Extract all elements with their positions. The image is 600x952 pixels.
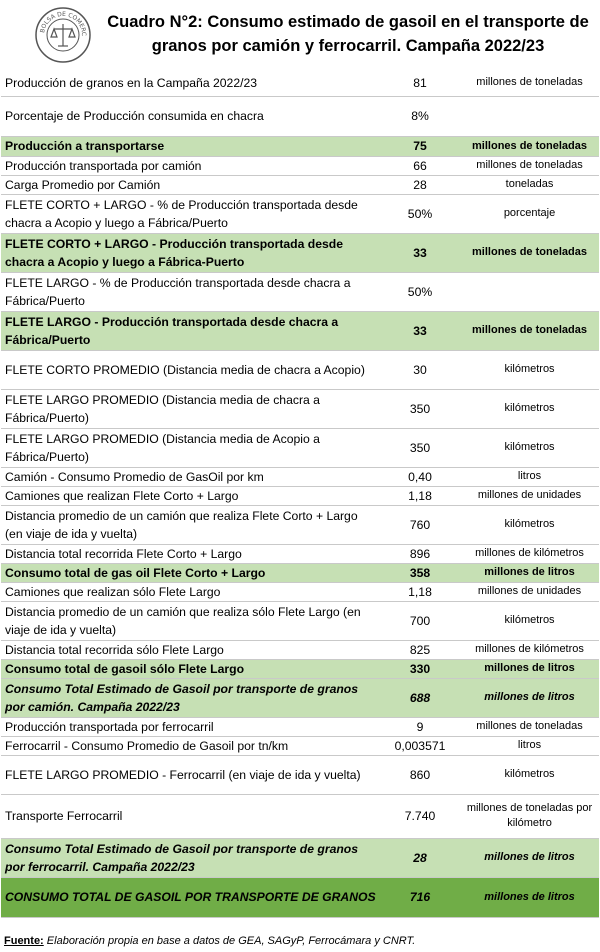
row-label: FLETE CORTO + LARGO - Producción transportada desde chacra a Acopio y luego a Fábrica-Puerto: [1, 233, 380, 272]
row-value: 1,18: [380, 486, 460, 505]
row-label: FLETE CORTO + LARGO - % de Producción transportada desde chacra a Acopio y luego a Fábrica/Puerto: [1, 194, 380, 233]
row-value: 350: [380, 428, 460, 467]
table-row: [1, 877, 599, 917]
table-row: [1, 486, 599, 505]
row-unit: [460, 96, 599, 136]
source-note: [4, 935, 415, 947]
row-unit: millones de litros: [460, 563, 599, 582]
row-label: Transporte Ferrocarril: [1, 794, 380, 838]
row-unit: millones de litros: [460, 659, 599, 678]
row-label: Camiones que realizan sólo Flete Largo: [1, 582, 380, 601]
row-unit: litros: [460, 467, 599, 486]
row-unit: millones de kilómetros: [460, 640, 599, 659]
fuel-consumption-table: [1, 70, 599, 918]
row-value: 8%: [380, 96, 460, 136]
row-value: 860: [380, 755, 460, 794]
row-unit: millones de unidades: [460, 582, 599, 601]
row-value: 700: [380, 601, 460, 640]
row-unit: kilómetros: [460, 350, 599, 389]
table-row: [1, 640, 599, 659]
row-value: 0,40: [380, 467, 460, 486]
row-label: FLETE LARGO PROMEDIO - Ferrocarril (en viaje de ida y vuelta): [1, 755, 380, 794]
row-value: 1,18: [380, 582, 460, 601]
row-value: 358: [380, 563, 460, 582]
table-row: [1, 194, 599, 233]
row-unit: millones de toneladas: [460, 70, 599, 96]
row-label: CONSUMO TOTAL DE GASOIL POR TRANSPORTE DE GRANOS: [1, 877, 380, 917]
table-row: [1, 350, 599, 389]
row-value: 81: [380, 70, 460, 96]
source-text: Elaboración propia en base a datos de GEA, SAGyP, Ferrocámara y CNRT.: [46, 935, 416, 947]
table-row: [1, 755, 599, 794]
row-label: Porcentaje de Producción consumida en chacra: [1, 96, 380, 136]
row-unit: millones de unidades: [460, 486, 599, 505]
row-value: 66: [380, 156, 460, 175]
svg-text:BOLSA DE COMERCIO DE ROSARIO: BOLSA DE COMERC: [39, 10, 88, 37]
table-row: [1, 428, 599, 467]
row-value: 33: [380, 311, 460, 350]
table-row: [1, 156, 599, 175]
row-value: 28: [380, 175, 460, 194]
row-label: Distancia total recorrida sólo Flete Largo: [1, 640, 380, 659]
row-label: Distancia promedio de un camión que realiza Flete Corto + Largo (en viaje de ida y vuelta): [1, 505, 380, 544]
row-value: 50%: [380, 194, 460, 233]
row-unit: porcentaje: [460, 194, 599, 233]
row-value: 7.740: [380, 794, 460, 838]
source-label: Fuente:: [4, 935, 44, 947]
row-label: Camión - Consumo Promedio de GasOil por km: [1, 467, 380, 486]
row-label: Producción transportada por camión: [1, 156, 380, 175]
table-row: [1, 736, 599, 755]
table-row: [1, 659, 599, 678]
bolsa-logo: [34, 6, 92, 64]
row-label: Camiones que realizan Flete Corto + Largo: [1, 486, 380, 505]
row-unit: millones de toneladas: [460, 156, 599, 175]
row-unit: kilómetros: [460, 428, 599, 467]
row-value: 28: [380, 838, 460, 877]
table-row: [1, 272, 599, 311]
row-value: 896: [380, 544, 460, 563]
row-unit: litros: [460, 736, 599, 755]
row-unit: millones de toneladas por kilómetro: [460, 794, 599, 838]
row-unit: millones de toneladas: [460, 311, 599, 350]
header: [0, 0, 600, 70]
row-unit: millones de kilómetros: [460, 544, 599, 563]
row-label: Producción de granos en la Campaña 2022/23: [1, 70, 380, 96]
row-value: 350: [380, 389, 460, 428]
row-value: 688: [380, 678, 460, 717]
table-row: [1, 175, 599, 194]
table-title: Cuadro N°2: Consumo estimado de gasoil en el transporte de granos por camión y ferrocarril. Campaña 2022/23: [107, 13, 589, 55]
row-label: FLETE LARGO - % de Producción transportada desde chacra a Fábrica/Puerto: [1, 272, 380, 311]
row-label: FLETE LARGO PROMEDIO (Distancia media de Acopio a Fábrica/Puerto): [1, 428, 380, 467]
table-row: [1, 563, 599, 582]
row-unit: millones de toneladas: [460, 136, 599, 156]
table-row: [1, 544, 599, 563]
table-row: [1, 838, 599, 877]
row-label: FLETE CORTO PROMEDIO (Distancia media de chacra a Acopio): [1, 350, 380, 389]
scales-of-justice-icon: [51, 24, 75, 46]
row-value: 50%: [380, 272, 460, 311]
row-value: 30: [380, 350, 460, 389]
row-label: Consumo Total Estimado de Gasoil por transporte de granos por ferrocarril. Campaña 2022/23: [1, 838, 380, 877]
row-value: 716: [380, 877, 460, 917]
row-label: Consumo total de gasoil sólo Flete Largo: [1, 659, 380, 678]
row-value: 825: [380, 640, 460, 659]
row-value: 0,003571: [380, 736, 460, 755]
row-label: FLETE LARGO - Producción transportada desde chacra a Fábrica/Puerto: [1, 311, 380, 350]
row-unit: kilómetros: [460, 601, 599, 640]
row-unit: millones de toneladas: [460, 717, 599, 736]
row-value: 760: [380, 505, 460, 544]
table-row: [1, 678, 599, 717]
row-unit: [460, 272, 599, 311]
table-row: [1, 717, 599, 736]
row-label: Carga Promedio por Camión: [1, 175, 380, 194]
row-unit: millones de litros: [460, 678, 599, 717]
row-unit: millones de toneladas: [460, 233, 599, 272]
row-unit: millones de litros: [460, 877, 599, 917]
table-row: [1, 467, 599, 486]
row-label: Consumo Total Estimado de Gasoil por transporte de granos por camión. Campaña 2022/23: [1, 678, 380, 717]
row-unit: kilómetros: [460, 389, 599, 428]
row-unit: toneladas: [460, 175, 599, 194]
row-label: FLETE LARGO PROMEDIO (Distancia media de chacra a Fábrica/Puerto): [1, 389, 380, 428]
row-label: Consumo total de gas oil Flete Corto + Largo: [1, 563, 380, 582]
row-unit: kilómetros: [460, 505, 599, 544]
table-row: [1, 233, 599, 272]
row-value: 9: [380, 717, 460, 736]
row-unit: millones de litros: [460, 838, 599, 877]
table-row: [1, 311, 599, 350]
table-row: [1, 505, 599, 544]
table-row: [1, 582, 599, 601]
table-row: [1, 136, 599, 156]
row-label: Distancia promedio de un camión que realiza sólo Flete Largo (en viaje de ida y vuelta): [1, 601, 380, 640]
row-value: 75: [380, 136, 460, 156]
row-label: Ferrocarril - Consumo Promedio de Gasoil por tn/km: [1, 736, 380, 755]
table-row: [1, 96, 599, 136]
table-row: [1, 389, 599, 428]
row-label: Distancia total recorrida Flete Corto + Largo: [1, 544, 380, 563]
table-row: [1, 70, 599, 96]
row-value: 33: [380, 233, 460, 272]
row-unit: kilómetros: [460, 755, 599, 794]
row-label: Producción transportada por ferrocarril: [1, 717, 380, 736]
row-value: 330: [380, 659, 460, 678]
row-label: Producción a transportarse: [1, 136, 380, 156]
table-row: [1, 601, 599, 640]
table-row: [1, 794, 599, 838]
